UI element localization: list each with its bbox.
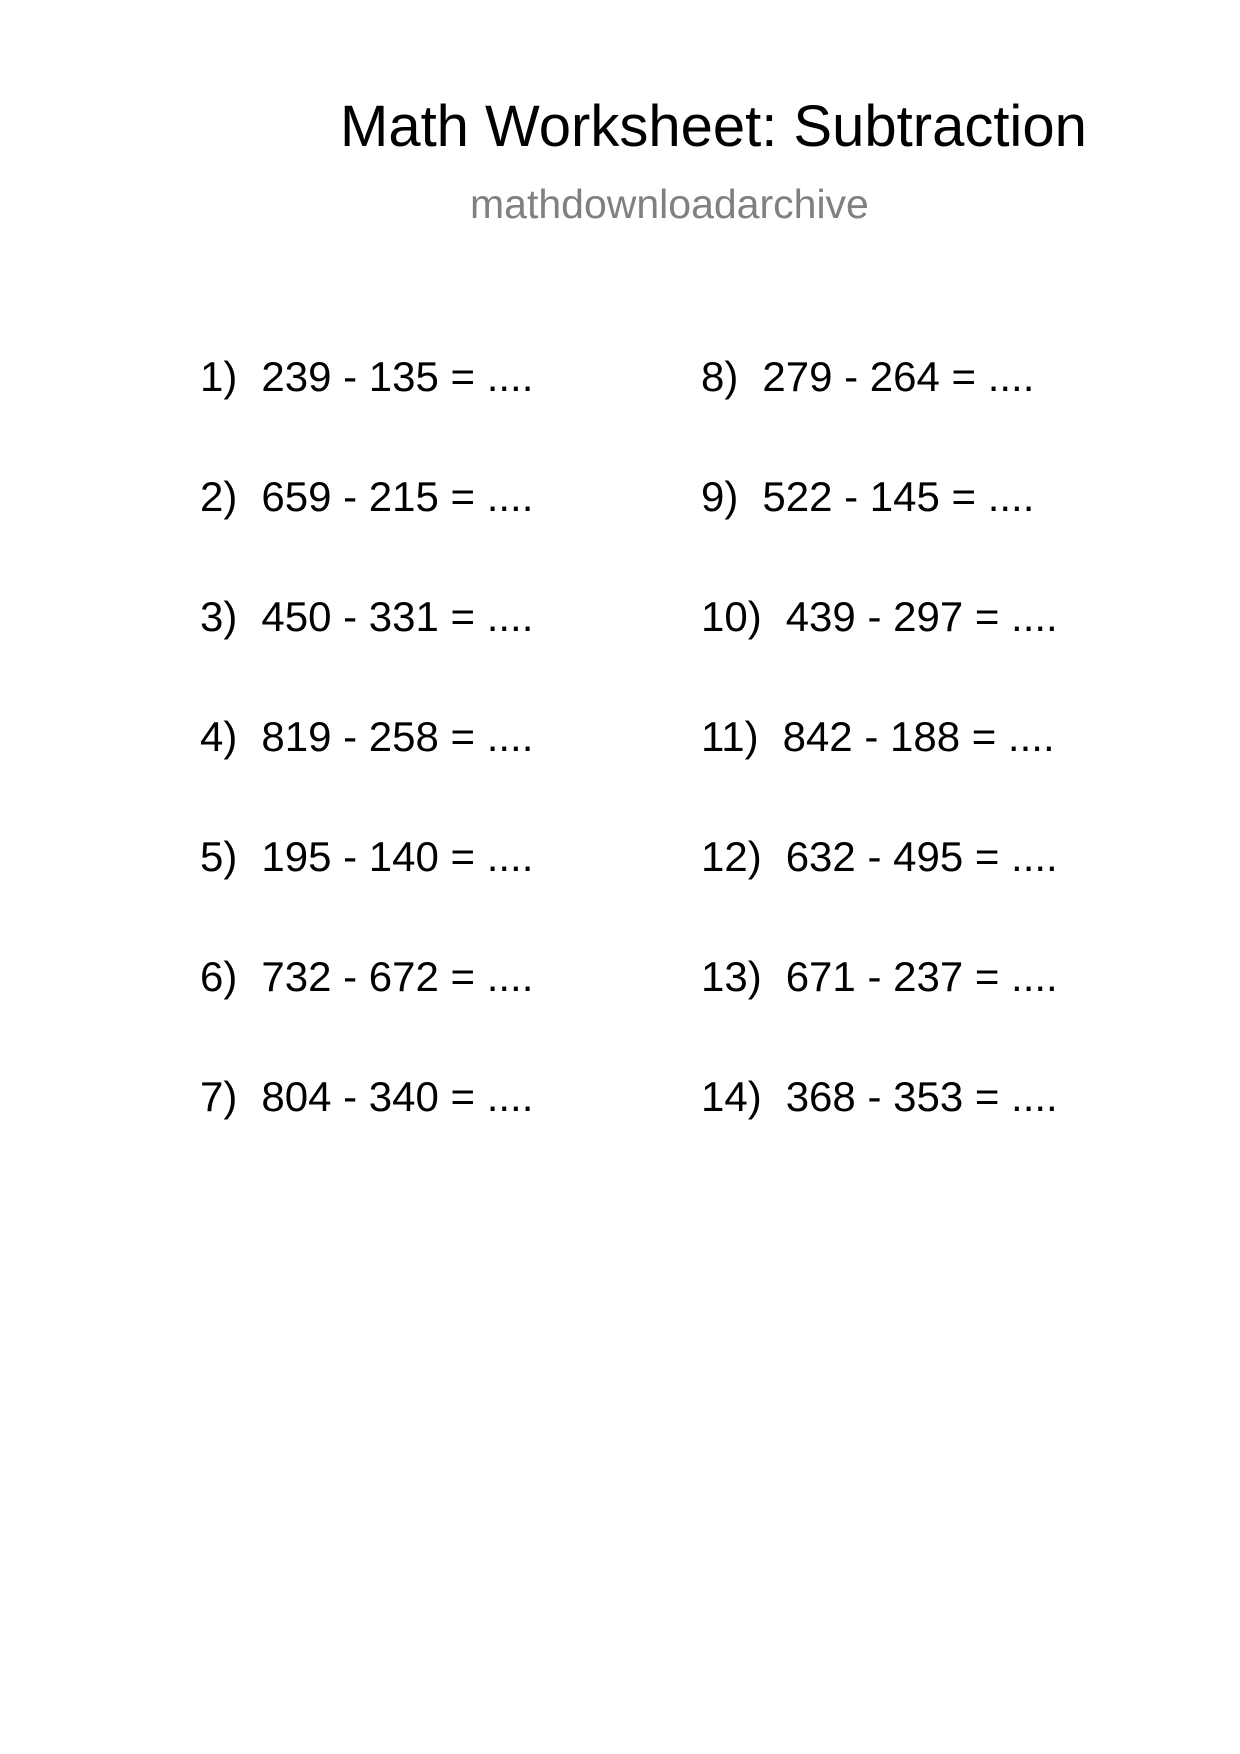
problem-number: 7) <box>200 1073 238 1120</box>
problem-item <box>701 1073 1058 1196</box>
problem-expression: 732 - 672 = .... <box>261 953 534 1000</box>
problem-item <box>200 953 534 1076</box>
problem-column-right <box>701 353 1058 1196</box>
problem-expression: 195 - 140 = .... <box>261 833 534 880</box>
problem-item <box>701 713 1058 836</box>
problem-number: 8) <box>701 353 739 400</box>
problem-item <box>200 473 534 596</box>
problem-column-left <box>200 353 534 1196</box>
problem-number: 11) <box>701 713 759 760</box>
problem-item <box>701 833 1058 956</box>
problem-item <box>701 473 1058 596</box>
problem-expression: 819 - 258 = .... <box>261 713 534 760</box>
problem-expression: 450 - 331 = .... <box>261 593 534 640</box>
problem-expression: 659 - 215 = .... <box>261 473 534 520</box>
problem-item <box>200 593 534 716</box>
problem-number: 2) <box>200 473 238 520</box>
problem-expression: 804 - 340 = .... <box>261 1073 534 1120</box>
problem-item <box>701 593 1058 716</box>
problem-number: 4) <box>200 713 238 760</box>
problem-expression: 279 - 264 = .... <box>762 353 1035 400</box>
problem-expression: 368 - 353 = .... <box>785 1073 1058 1120</box>
problem-expression: 239 - 135 = .... <box>261 353 534 400</box>
problem-expression: 632 - 495 = .... <box>785 833 1058 880</box>
problem-item <box>701 353 1058 476</box>
problem-number: 1) <box>200 353 238 400</box>
problem-item <box>701 953 1058 1076</box>
problem-item <box>200 713 534 836</box>
problem-number: 5) <box>200 833 238 880</box>
problem-item <box>200 1073 534 1196</box>
problem-number: 12) <box>701 833 762 880</box>
problem-item <box>200 353 534 476</box>
problem-number: 10) <box>701 593 762 640</box>
problem-expression: 671 - 237 = .... <box>785 953 1058 1000</box>
problem-expression: 842 - 188 = .... <box>782 713 1055 760</box>
problem-item <box>200 833 534 956</box>
problem-number: 13) <box>701 953 762 1000</box>
problem-expression: 522 - 145 = .... <box>762 473 1035 520</box>
problem-number: 9) <box>701 473 739 520</box>
problem-number: 3) <box>200 593 238 640</box>
problem-number: 6) <box>200 953 238 1000</box>
problem-number: 14) <box>701 1073 762 1120</box>
page-subtitle: mathdownloadarchive <box>470 181 869 227</box>
problem-expression: 439 - 297 = .... <box>785 593 1058 640</box>
page-title: Math Worksheet: Subtraction <box>340 94 1087 159</box>
